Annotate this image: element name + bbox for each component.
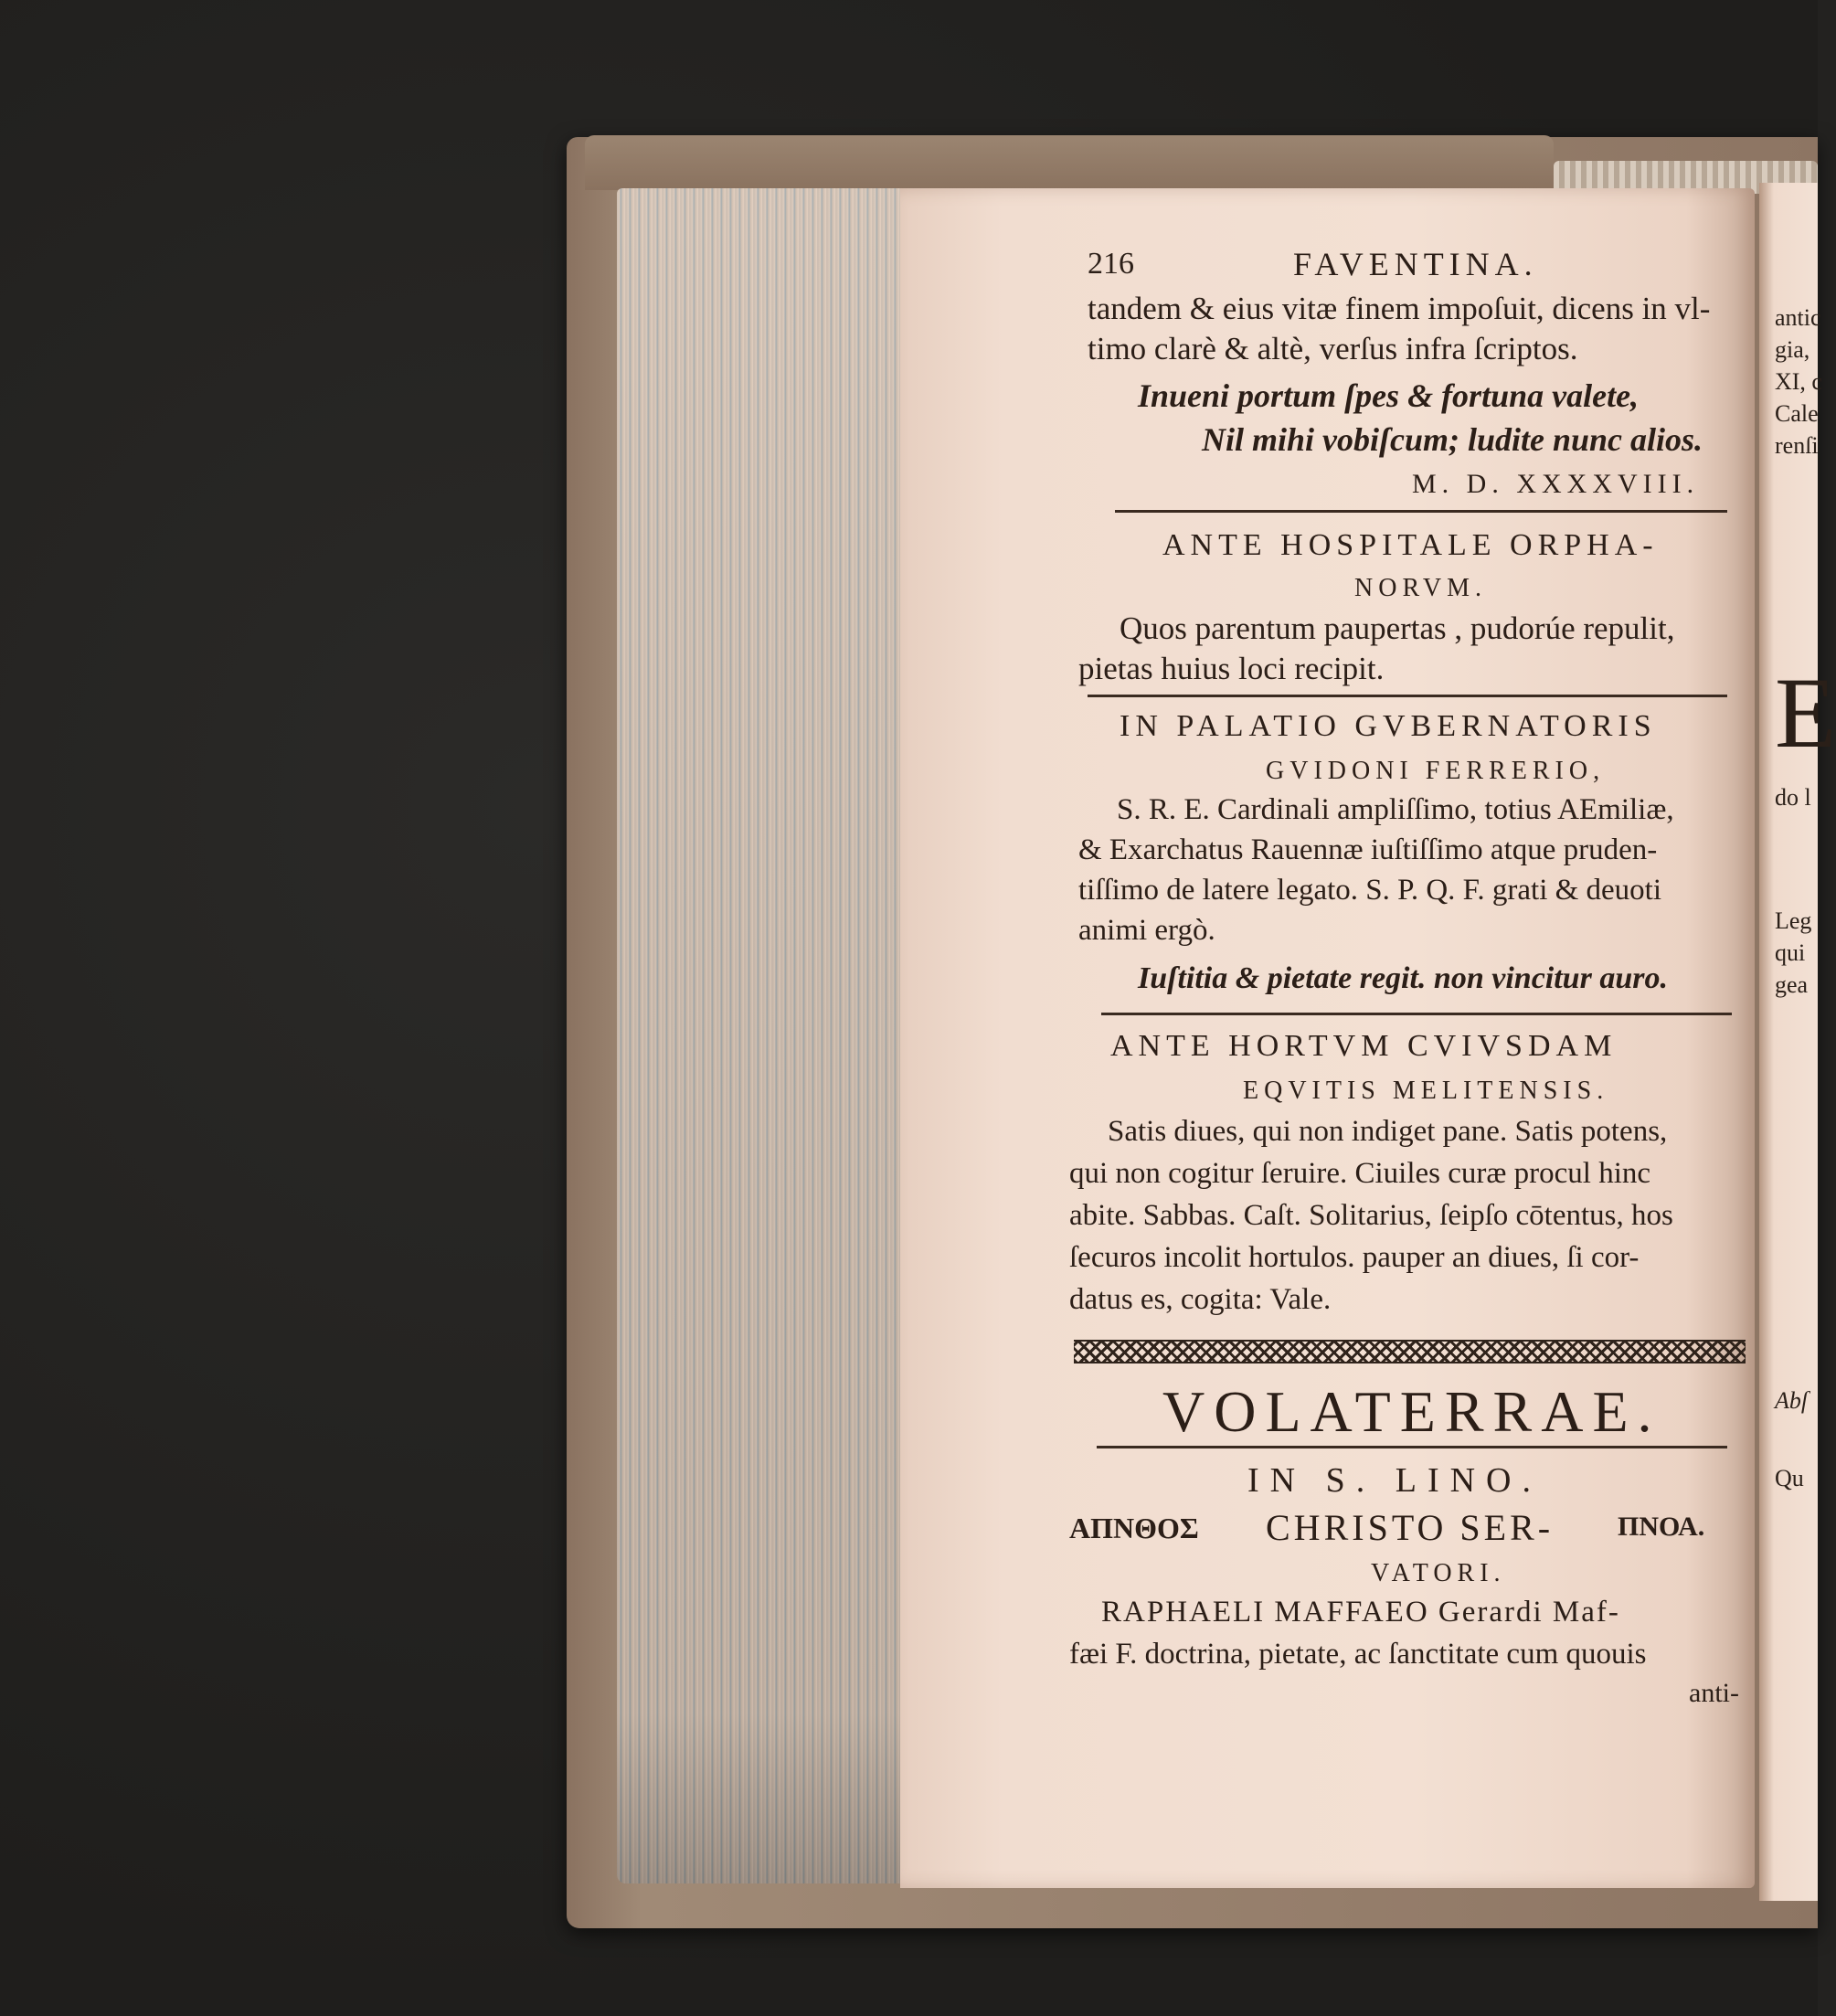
page-number: 216 — [1088, 247, 1134, 281]
city-title: VOLATERRAE. — [1162, 1379, 1661, 1444]
book-cover-top-edge — [585, 135, 1554, 190]
section-body-line: fæi F. doctrina, pietate, ac ſanctitate cum quouis — [1069, 1638, 1647, 1671]
section-heading: NORVM. — [1354, 574, 1487, 602]
section-rule — [1101, 1013, 1732, 1015]
section-body-line: datus es, cogita: Vale. — [1069, 1283, 1332, 1316]
section-rule — [1115, 510, 1727, 513]
facing-page-text — [1775, 302, 1836, 1494]
facing-fragment: do l — [1775, 784, 1811, 811]
section-body-line: qui non cogitur ſeruire. Ciuiles curæ procul hinc — [1069, 1157, 1651, 1190]
facing-fragment: E — [1775, 657, 1836, 769]
date: M. D. XXXXVIII. — [1412, 469, 1700, 499]
facing-fragment: gia, — [1775, 336, 1810, 363]
facing-fragment: Abſ — [1775, 1387, 1809, 1414]
facing-fragment: gea — [1775, 971, 1809, 998]
section-body-line: & Exarchatus Rauennæ iuſtiſſimo atque pruden- — [1078, 833, 1658, 866]
section-motto: Iuſtitia & pietate regit. non vincitur auro. — [1138, 961, 1668, 995]
page-edges-shading — [617, 188, 909, 1883]
section-heading: EQVITIS MELITENSIS. — [1243, 1077, 1609, 1105]
catchword: anti- — [1689, 1678, 1739, 1708]
section-body-line: Quos parentum paupertas , pudorúe repulit, — [1120, 610, 1675, 646]
section-heading: GVIDONI FERRERIO, — [1266, 757, 1606, 785]
section-body-line: pietas huius loci recipit. — [1078, 651, 1385, 686]
dedication-continued: VATORI. — [1371, 1559, 1506, 1587]
verse-line: Inueni portum ſpes & fortuna valete, — [1138, 377, 1640, 414]
section-body-line: abite. Sabbas. Caſt. Solitarius, ſeipſo cōtentus, hos — [1069, 1199, 1673, 1232]
facing-fragment: Qu — [1775, 1465, 1804, 1491]
section-heading: ANTE HOSPITALE ORPHA- — [1162, 528, 1659, 562]
greek-inscription-left: ΑΠΝΘΟΣ — [1069, 1512, 1199, 1544]
facing-fragment: Leg — [1775, 907, 1812, 934]
section-body-line: animi ergò. — [1078, 914, 1215, 947]
section-body-line: tiſſimo de latere legato. S. P. Q. F. grati & deuoti — [1078, 874, 1662, 907]
ornamental-band — [1074, 1340, 1746, 1363]
section-heading: IN S. LINO. — [1247, 1461, 1542, 1500]
verse-line: Nil mihi vobiſcum; ludite nunc alios. — [1202, 421, 1703, 458]
intro-line: tandem & eius vitæ finem impoſuit, dicens in vl- — [1088, 291, 1711, 326]
section-body-line: RAPHAELI MAFFAEO Gerardi Maf- — [1101, 1596, 1620, 1629]
facing-fragment: antic — [1775, 304, 1821, 331]
section-body-line: ſecuros incolit hortulos. pauper an diues, ſi cor- — [1069, 1241, 1640, 1274]
section-heading: IN PALATIO GVBERNATORIS — [1120, 709, 1657, 743]
section-rule — [1088, 695, 1727, 697]
facing-fragment: qui — [1775, 939, 1806, 966]
section-heading: ANTE HORTVM CVIVSDAM — [1110, 1029, 1618, 1063]
greek-inscription-right: ΠΝΟΑ. — [1618, 1512, 1705, 1542]
section-rule — [1097, 1446, 1727, 1448]
section-body-line: S. R. E. Cardinali ampliſſimo, totius AEmiliæ, — [1117, 793, 1674, 826]
running-head: FAVENTINA. — [1293, 246, 1538, 282]
intro-line: timo clarè & altè, verſus infra ſcriptos. — [1088, 331, 1578, 366]
facing-fragment: Cale — [1775, 400, 1819, 427]
facing-fragment: XI, c — [1775, 368, 1822, 395]
facing-fragment: renſi — [1775, 432, 1819, 459]
section-body-line: Satis diues, qui non indiget pane. Satis potens, — [1108, 1115, 1668, 1148]
dedication: CHRISTO SER- — [1266, 1507, 1555, 1548]
